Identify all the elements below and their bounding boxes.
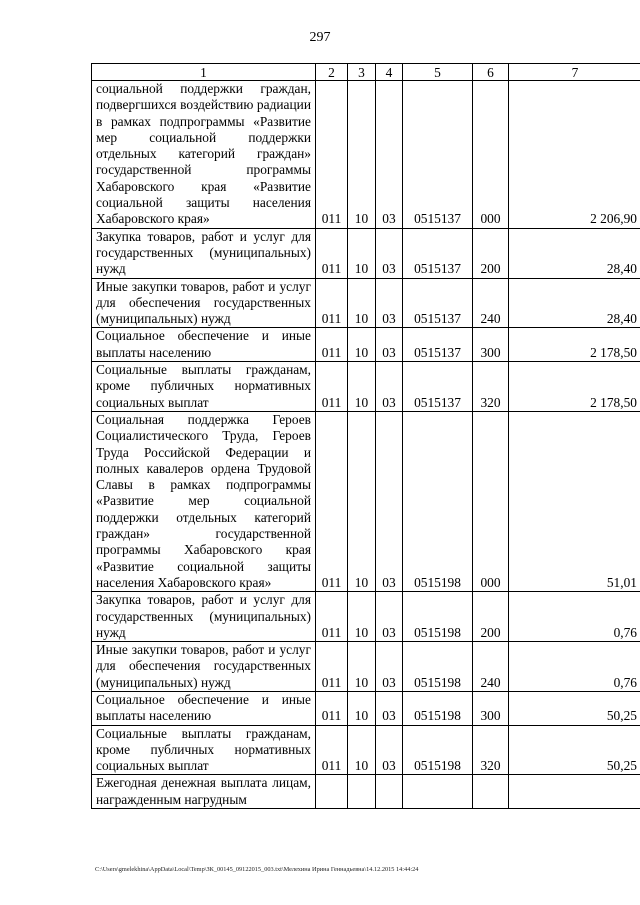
- column-header: 6: [473, 64, 509, 81]
- section-code: 10: [348, 691, 376, 725]
- expense-type-code: 200: [473, 228, 509, 278]
- section-code: 10: [348, 592, 376, 642]
- row-description: Социальные выплаты гражданам, кроме публичных нормативных социальных выплат: [92, 362, 316, 412]
- ministry-code: 011: [316, 642, 348, 692]
- subsection-code: 03: [376, 642, 403, 692]
- section-code: 10: [348, 81, 376, 229]
- target-item-code: 0515137: [403, 81, 473, 229]
- expense-type-code: 240: [473, 278, 509, 328]
- amount: 51,01: [509, 411, 640, 591]
- row-description: Социальное обеспечение и иные выплаты населению: [92, 691, 316, 725]
- column-header: 2: [316, 64, 348, 81]
- table-row: [92, 642, 640, 692]
- column-header: 4: [376, 64, 403, 81]
- ministry-code: 011: [316, 81, 348, 229]
- target-item-code: 0515198: [403, 642, 473, 692]
- ministry-code: 011: [316, 411, 348, 591]
- expense-type-code: 000: [473, 81, 509, 229]
- table-header-row: [92, 64, 640, 81]
- amount: [509, 775, 640, 809]
- ministry-code: 011: [316, 328, 348, 362]
- file-path-footer: C:\Users\gmelekhina\AppData\Local\Temp\ЗК_00145_09122015_003.txt\Мелехина Ирина Геннадьевна\14.12.2015 14:44:24: [95, 866, 419, 873]
- section-code: [348, 775, 376, 809]
- section-code: 10: [348, 642, 376, 692]
- table-row: [92, 691, 640, 725]
- expense-type-code: 320: [473, 362, 509, 412]
- ministry-code: [316, 775, 348, 809]
- subsection-code: 03: [376, 691, 403, 725]
- subsection-code: 03: [376, 81, 403, 229]
- row-description: Иные закупки товаров, работ и услуг для обеспечения государственных (муниципальных) нужд: [92, 642, 316, 692]
- row-description: Социальная поддержка Героев Социалистического Труда, Героев Труда Российской Федерации и полных кавалеров ордена Трудовой Славы в рамках подпрограммы «Развитие мер социальной поддержки отдельных категорий граждан» государственной программы Хабаровского края «Развитие социальной защиты населения Хабаровского края»: [92, 411, 316, 591]
- column-header: 1: [92, 64, 316, 81]
- section-code: 10: [348, 411, 376, 591]
- section-code: 10: [348, 725, 376, 775]
- row-description: социальной поддержки граждан, подвергшихся воздействию радиации в рамках подпрограммы «Развитие мер социальной поддержки отдельных категорий граждан» государственной программы Хабаровского края «Развитие социальной защиты населения Хабаровского края»: [92, 81, 316, 229]
- budget-table: [91, 63, 640, 809]
- expense-type-code: [473, 775, 509, 809]
- table-row: [92, 278, 640, 328]
- target-item-code: [403, 775, 473, 809]
- ministry-code: 011: [316, 725, 348, 775]
- subsection-code: 03: [376, 228, 403, 278]
- subsection-code: 03: [376, 411, 403, 591]
- expense-type-code: 320: [473, 725, 509, 775]
- table-row: [92, 775, 640, 809]
- row-description: Иные закупки товаров, работ и услуг для обеспечения государственных (муниципальных) нужд: [92, 278, 316, 328]
- expense-type-code: 300: [473, 691, 509, 725]
- page-number: 297: [309, 30, 331, 45]
- amount: 50,25: [509, 691, 640, 725]
- amount: 0,76: [509, 592, 640, 642]
- subsection-code: [376, 775, 403, 809]
- section-code: 10: [348, 278, 376, 328]
- table-row: [92, 411, 640, 591]
- amount: 28,40: [509, 228, 640, 278]
- row-description: Закупка товаров, работ и услуг для государственных (муниципальных) нужд: [92, 592, 316, 642]
- target-item-code: 0515137: [403, 278, 473, 328]
- subsection-code: 03: [376, 278, 403, 328]
- row-description: Ежегодная денежная выплата лицам, награжденным нагрудным: [92, 775, 316, 809]
- subsection-code: 03: [376, 328, 403, 362]
- target-item-code: 0515137: [403, 328, 473, 362]
- section-code: 10: [348, 328, 376, 362]
- table-row: [92, 725, 640, 775]
- amount: 2 178,50: [509, 328, 640, 362]
- amount: 50,25: [509, 725, 640, 775]
- table-row: [92, 81, 640, 229]
- expense-type-code: 300: [473, 328, 509, 362]
- amount: 2 178,50: [509, 362, 640, 412]
- target-item-code: 0515198: [403, 592, 473, 642]
- table-row: [92, 228, 640, 278]
- column-header: 7: [509, 64, 640, 81]
- row-description: Закупка товаров, работ и услуг для государственных (муниципальных) нужд: [92, 228, 316, 278]
- section-code: 10: [348, 362, 376, 412]
- ministry-code: 011: [316, 228, 348, 278]
- table-row: [92, 362, 640, 412]
- ministry-code: 011: [316, 592, 348, 642]
- expense-type-code: 000: [473, 411, 509, 591]
- row-description: Социальные выплаты гражданам, кроме публичных нормативных социальных выплат: [92, 725, 316, 775]
- target-item-code: 0515198: [403, 725, 473, 775]
- column-header: 3: [348, 64, 376, 81]
- amount: 0,76: [509, 642, 640, 692]
- section-code: 10: [348, 228, 376, 278]
- ministry-code: 011: [316, 691, 348, 725]
- target-item-code: 0515137: [403, 228, 473, 278]
- ministry-code: 011: [316, 278, 348, 328]
- expense-type-code: 240: [473, 642, 509, 692]
- target-item-code: 0515137: [403, 362, 473, 412]
- column-header: 5: [403, 64, 473, 81]
- row-description: Социальное обеспечение и иные выплаты населению: [92, 328, 316, 362]
- target-item-code: 0515198: [403, 691, 473, 725]
- table-row: [92, 592, 640, 642]
- table-row: [92, 328, 640, 362]
- amount: 2 206,90: [509, 81, 640, 229]
- ministry-code: 011: [316, 362, 348, 412]
- target-item-code: 0515198: [403, 411, 473, 591]
- subsection-code: 03: [376, 362, 403, 412]
- subsection-code: 03: [376, 725, 403, 775]
- expense-type-code: 200: [473, 592, 509, 642]
- subsection-code: 03: [376, 592, 403, 642]
- amount: 28,40: [509, 278, 640, 328]
